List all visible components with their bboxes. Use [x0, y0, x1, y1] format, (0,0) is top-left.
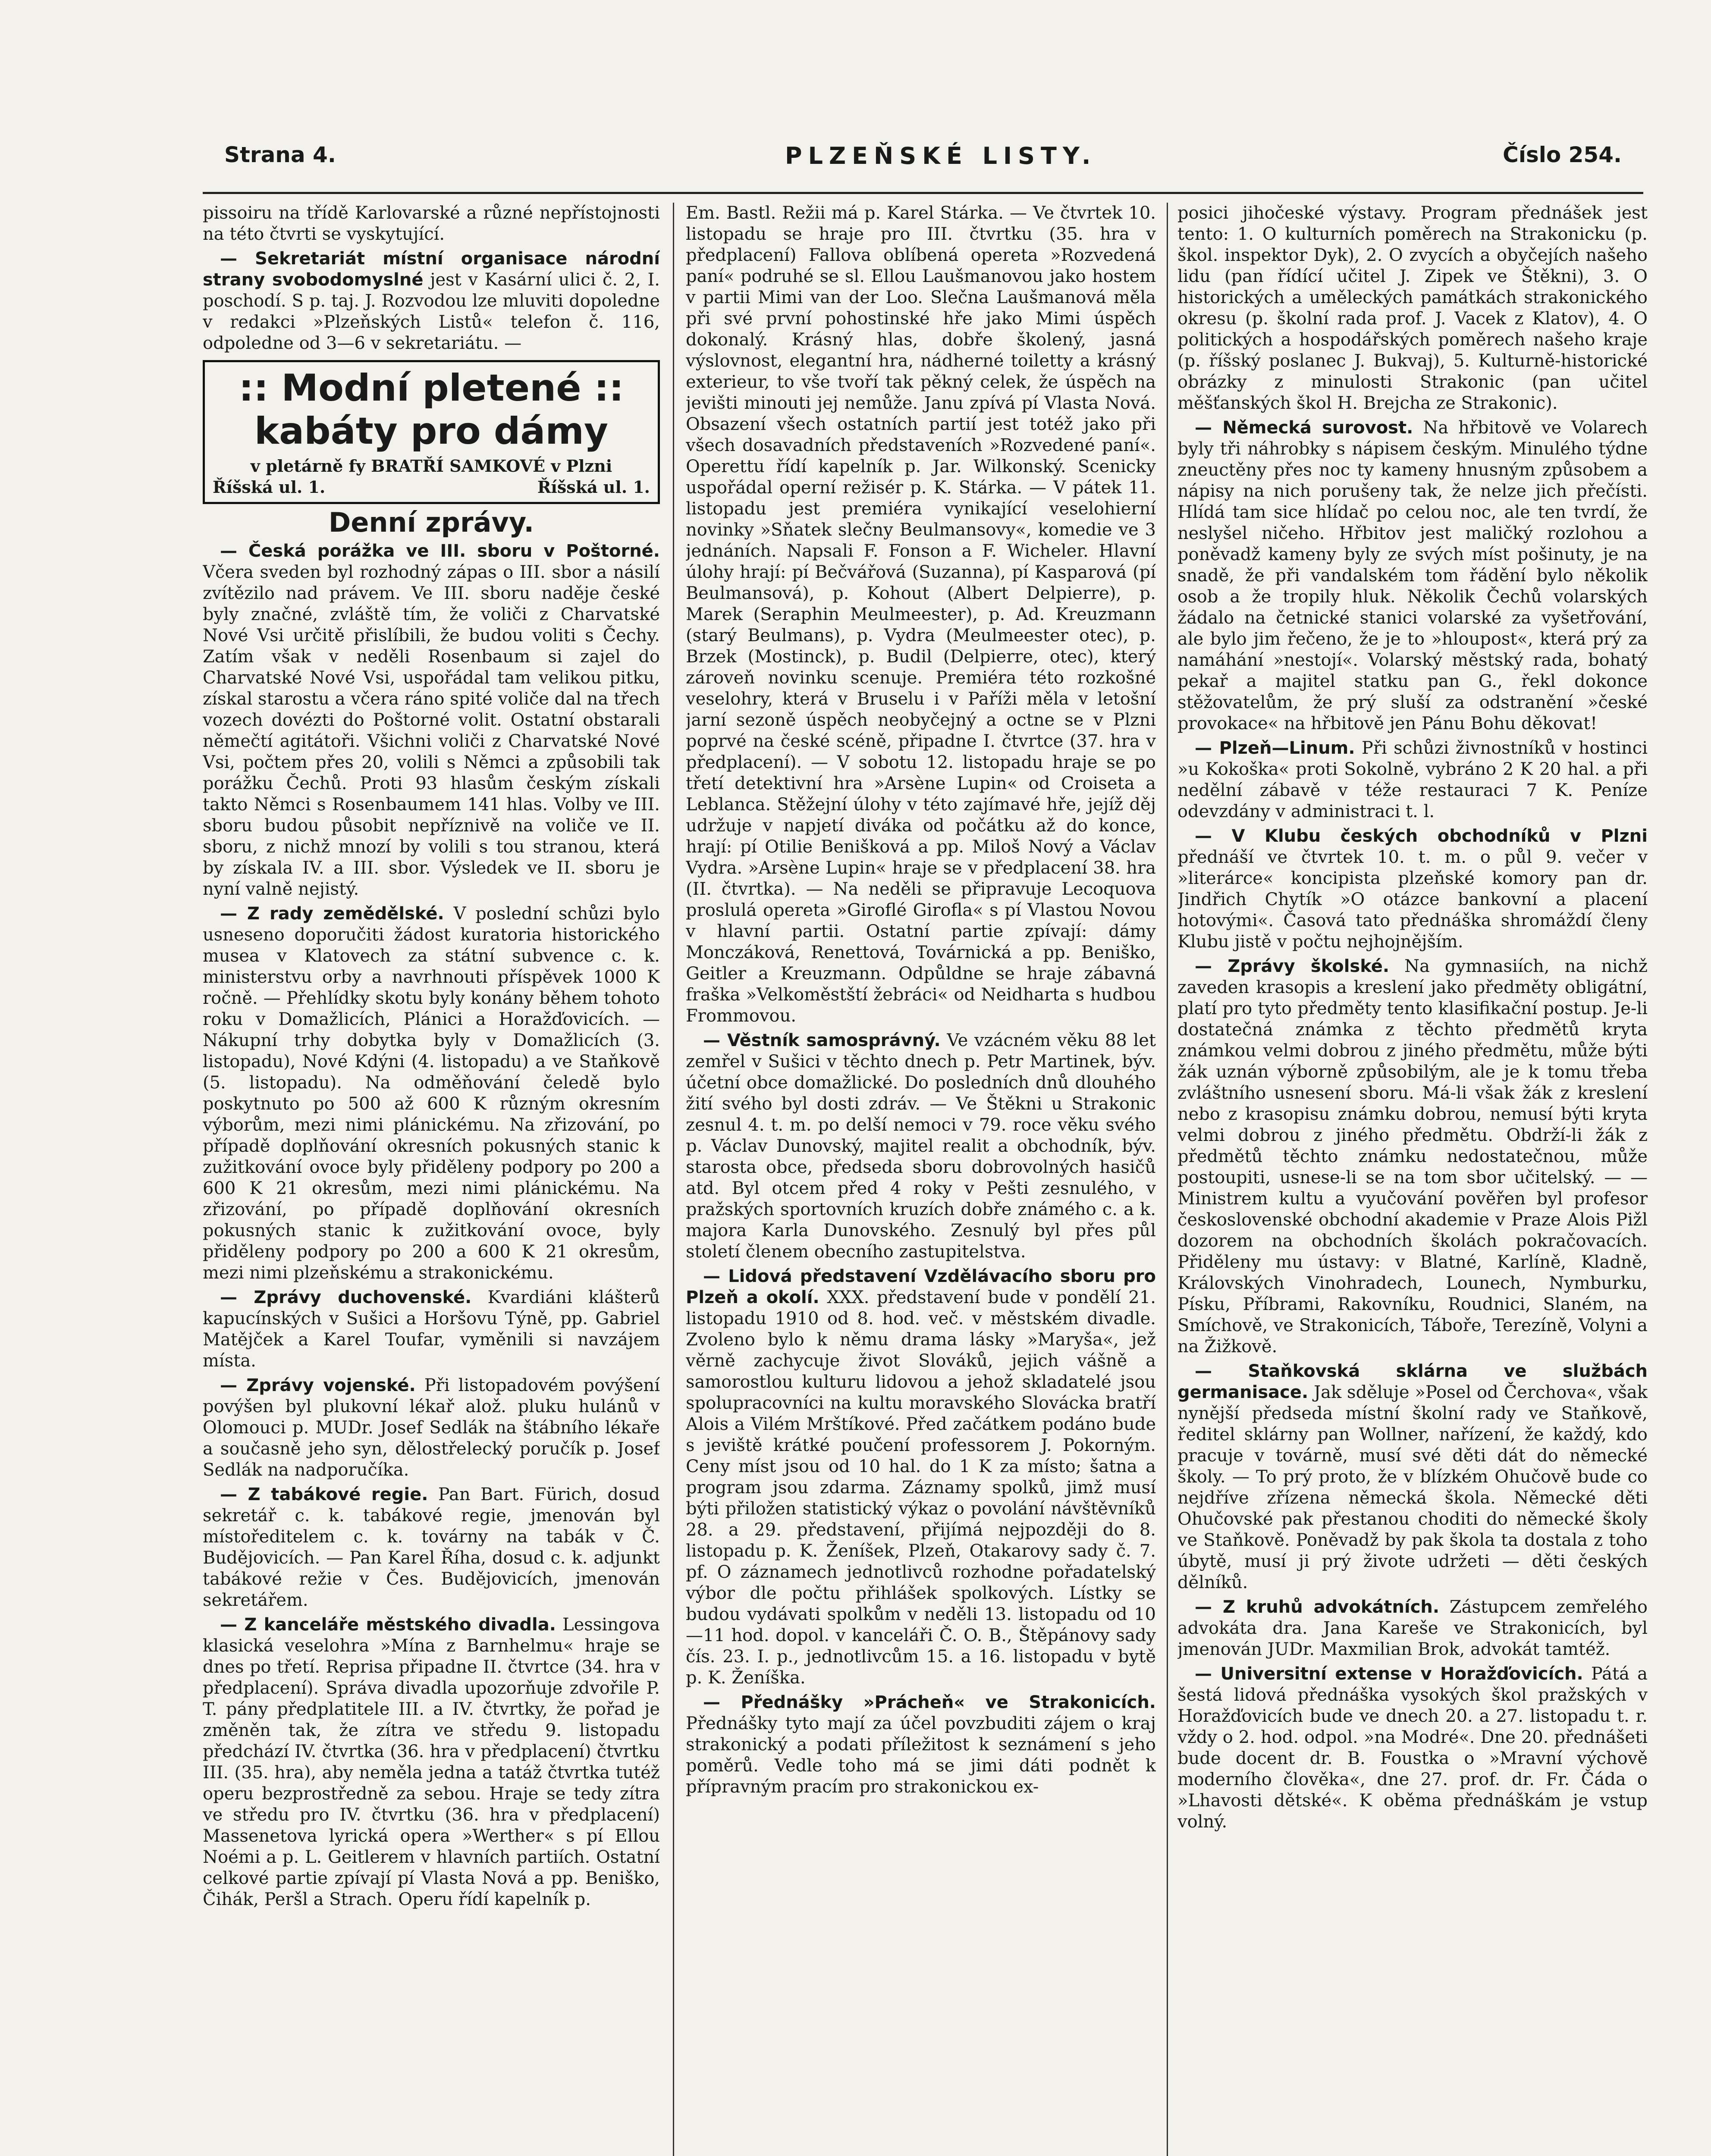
article-headline: — Plzeň—Linum.: [1195, 738, 1355, 758]
article: [203, 1484, 660, 1611]
article-text: Pan Bart. Fürich, dosud sekretář c. k. tabákové regie, jmenován byl místoředitelem c. k. továrny na tabák v Č. Budějovicích. — Pan Karel Říha, dosud c. k. adjunkt tabákové režie v Čes. Budějovicích, jmenován sekretářem.: [203, 1485, 660, 1610]
newspaper-title: PLZEŇSKÉ LISTY.: [785, 142, 1097, 169]
ad-address-right: Říšská ul. 1.: [537, 477, 650, 497]
ad-headline-1: :: Modní pletené ::: [239, 367, 624, 410]
article-text: Při schůzi živnostníků v hostinci »u Kokoška« proti Sokolně, vybráno 2 K 20 hal. a při nedělní zábavě v téže restauraci 7 K. Peníze odevzdány v administraci t. l.: [1177, 738, 1648, 821]
article: [1177, 1597, 1648, 1660]
article-headline: — Staňkovská sklárna ve službách germanisace.: [1177, 1361, 1648, 1402]
article-text: V poslední schůzi bylo usneseno doporučiti žádost kuratoria historického musea v Klatovech za státní subvence c. k. ministerstvu orby a navrhnouti příspěvek 1000 K ročně. — Přehlídky skotu byly konány během tohoto roku v Domažlicích, Plánici a Horažďovicích. — Nákupní trhy dobytka byly v Domažlicích (3. listopadu), Nové Kdýni (4. listopadu) a ve Staňkově (5. listopadu). Na odměňování čeledě bylo poskytnuto po 500 až 600 K různým okresním výborům, mezi nimi plánickému. Na zřizování, po případě doplňování okresních pokusných stanic k zužitkování ovoce byly přiděleny podpory po 200 a 600 K 21 okresům, mezi nimi plánickému. Na zřizování, po případě doplňování okresních pokusných stanic k zužitkování ovoce, byly přiděleny podpory po 200 a 600 K 21 okresům, mezi nimi plzeňskému a strakonickému.: [203, 904, 660, 1283]
article-headline: — Zprávy duchovenské.: [220, 1288, 472, 1307]
article: [203, 541, 660, 900]
article: [686, 1266, 1156, 1689]
article-headline: — Zprávy vojenské.: [220, 1376, 416, 1395]
article-text: Lessingova klasická veselohra »Mína z Barnhelmu« hraje se dnes po třetí. Reprisa připadne II. čtvrtce (34. hra v předplacení). Správa divadla upozorňuje zdvořile P. T. pány předplatitele III. a IV. čtvrtky, že pořad je změněn tak, že zítra ve středu 9. listopadu předchází IV. čtvrtka (36. hra v předplacení) čtvrtku III. (35. hra), aby neměla jedna a tatáž čtvrtka tutéž operu bezprostředně za sebou. Hraje se tedy zítra ve středu pro IV. čtvrtku (36. hra v předplacení) Massenetova lyrická opera »Werther« s pí Ellou Noémi a p. L. Geitlerem v hlavních partiích. Ostatní celkové partie zpívají pí Vlasta Nová a pp. Beniško, Čihák, Peršl a Strach. Operu řídí kapelník p.: [203, 1615, 660, 1909]
article: [203, 248, 660, 354]
article-text: Zástupcem zemřelého advokáta dra. Jana Kareše ve Strakonicích, byl jmenován JUDr. Maxmilian Brok, advokát tamtéž.: [1177, 1597, 1648, 1659]
article: [686, 1030, 1156, 1263]
article-headline: — V Klubu českých obchodníků v Plzni: [1195, 826, 1648, 846]
page-header: [224, 142, 1622, 172]
advertisement: [203, 360, 660, 504]
article-text: jest v Kasární ulici č. 2, I. poschodí. S p. taj. J. Rozvodou lze mluviti dopoledne v redakci »Plzeňských Listů« telefon č. 116, odpoledne od 3—6 v sekretariátu. —: [203, 270, 660, 353]
issue-number: Číslo 254.: [1503, 142, 1622, 167]
header-rule: [203, 192, 1643, 194]
article-text: posici jihočeské výstavy. Program přednášek jest tento: 1. O kulturních poměrech na Strakonicku (p. škol. inspektor Dyk), 2. O zvycích a obyčejích našeho lidu (pan řídící učitel J. Zipek ve Štěkni), 3. O historických a uměleckých památkách strakonického okresu (p. školní rada prof. J. Vacek z Klatov), 4. O politických a hospodářských poměrech našeho kraje (p. říšský poslanec J. Bukvaj), 5. Kulturně-historické obrázky z minulosti Strakonic (pan učitel měšťanských škol H. Brejcha ze Strakonic).: [1177, 203, 1648, 413]
article: [1177, 1664, 1648, 1833]
article-text: Přednášky tyto mají za účel povzbuditi zájem o kraj strakonický a podati příležitost k seznámení s jeho poměrů. Vedle toho má se jimi dáti podnět k přípravným pracím pro strakonickou ex-: [686, 1714, 1156, 1797]
section-heading: Denní zprávy.: [328, 507, 534, 538]
article-text: Pátá a šestá lidová přednáška vysokých škol pražských v Horažďovicích bude ve dnech 20. a 27. listopadu t. r. vždy o 2. hod. odpol. »na Modré«. Dne 20. přednášeti bude docent dr. B. Foustka o »Mravní výchově moderního člověka«, dne 27. prof. dr. Fr. Čáda o »Lhavosti dětské«. K oběma přednáškám je vstup volný.: [1177, 1664, 1648, 1832]
article: [1177, 956, 1648, 1357]
ad-address: [213, 476, 650, 498]
article-headline: — Sekretariát místní organisace národní strany svobodomyslné: [203, 249, 660, 290]
article: [1177, 738, 1648, 822]
article-text: Jak sděluje »Posel od Čerchova«, však nynější předseda místní školní rady ve Staňkově, ředitel sklárny pan Wollner, nařízení, že každý, kdo pracuje v továrně, musí své děti dát do německé školy. — To prý proto, že v blízkém Ohučově bude co nejdříve zřízena německá škola. Německé děti Ohučovské pak přestanou choditi do německé školy ve Staňkově. Poněvadž by pak škola ta dostala z toho úbytě, musí ji prý živote udržeti — děti českých dělníků.: [1177, 1382, 1648, 1592]
article: [1177, 1361, 1648, 1593]
article-text: Na hřbitově ve Volarech byly tři náhrobky s nápisem českým. Minulého týdne zneuctěny přes noc ty kameny hnusným způsobem a nápisy na nich porušeny tak, že nelze jich přečísti. Hlídá tam sice hlídač po celou noc, ale ten tvrdí, že neslyšel ničeho. Hřbitov jest maličký rozlohou a poněvadž kameny byly ze svých míst pošinuty, je na snadě, že při vandalském tom řádění bylo několik osob a že tropily hluk. Několik Čechů volarských žádalo na četnické stanici volarské za vyšetřování, ale bylo jim řečeno, že je to »hloupost«, která prý za namáhání »nestojí«. Volarský městský rada, bohatý pekař a majitel statku pan G., řekl dokonce stěžovatelům, že prý sluší za odstranění »české provokace« na hřbitově jen Pánu Bohu děkovat!: [1177, 418, 1648, 733]
article-headline: — Z rady zemědělské.: [220, 904, 444, 924]
article: [203, 1287, 660, 1372]
article-headline: — Universitní extense v Horažďovicích.: [1195, 1664, 1583, 1684]
article-text: Em. Bastl. Režii má p. Karel Stárka. — Ve čtvrtek 10. listopadu se hraje pro III. čtvrtku (35. hra v předplacení) Fallova oblíbená opereta »Rozvedená paní« podruhé se sl. Ellou Laušmanovou jako hostem v partii Mimi van der Loo. Slečna Laušmanová měla při své první pohostinské hře jako Mimi úspěch dokonalý. Krásný hlas, dobře školený, jasná výslovnost, elegantní hra, nádherné toiletty a krásný exterieur, to vše tvoří tak pěkný celek, že úspěch na jevišti minouti jej nemůže. Janu zpívá pí Vlasta Nová. Obsazení všech ostatních partií jest totéž jako při všech dosavadních představeních »Rozvedené paní«. Operettu řídí kapelník p. Jar. Wilkonský. Scenicky uspořádal operní režisér p. K. Stárka. — V pátek 11. listopadu jest premiéra vynikající veselohierní novinky »Sňatek slečny Beulmansovy«, komedie ve 3 jednáních. Napsali F. Fonson a F. Wicheler. Hlavní úlohy hrají: pí Bečvářová (Suzanna), pí Kasparová (pí Beulmansová), p. Kohout (Albert Delpierre), p. Marek (Seraphin Meulmeester), p. Ad. Kreuzmann (starý Beulmans), p. Vydra (Meulmeester otec), p. Brzek (Mostinck), p. Budil (Delpierre, otec), který zároveň novinku scenuje. Premiéra této rozkošné veselohry, která v Bruselu i v Paříži měla v letošní jarní sezoně úspěch neobyčejný a octne se v Plzni poprvé na české scéně, připadne I. čtvrtce (37. hra v předplacení). — V sobotu 12. listopadu hraje se po třetí detektivní hra »Arsène Lupin« od Croiseta a Leblanca. Stěžejní úlohy v této zajímavé hře, jejíž děj udržuje v napjetí diváka od počátku až do konce, hrají: pí Otilie Benišková a pp. Miloš Nový a Václav Vydra. »Arsène Lupin« hraje se v předplacení 38. hra (II. čtvrtka). — Na neděli se připravuje Lecoquova proslulá opereta »Giroflé Girofla« s pí Vlastou Novou v hlavní partii. Ostatní partie zpívají: dámy Monczáková, Renettová, Továrnická a pp. Beniško, Geitler a Kreuzmann. Odpůldne se hraje zábavná fraška »Velkoměstští žebráci« od Neidharta s hudbou Frommovou.: [686, 203, 1156, 1026]
article: [1177, 417, 1648, 734]
article-text: XXX. představení bude v pondělí 21. listopadu 1910 od 8. hod. več. v městském divadle. Zvoleno bylo k němu drama lásky »Maryša«, jež věrně zachycuje život Slováků, jejich vášně a samorostlou kulturu lidovou a jehož skladatelé jsou spolupracovníci na kultu moravského Slovácka bratří Alois a Vilém Mrštíkové. Před začátkem podáno bude s jeviště krátké poučení professorem J. Pokorným. Ceny míst jsou od 10 hal. do 1 K za místo; šatna a program jsou zdarma. Záznamy spolků, jimž musí býti přiložen statistický výkaz o povolání návštěvníků 28. a 29. představení, přijímá nejpozději do 8. listopadu p. K. Ženíšek, Plzeň, Otakarovy sady č. 7. pf. O záznamech jednotlivců rozhodne pořadatelský výbor dle počtu přihlášek spolkových. Lístky se budou vydávati spolkům v neděli 13. listopadu od 10—11 hod. dopol. v kanceláři Č. O. B., Štěpánovy sady čís. 23. I. p., jednotlivcům 15. a 16. listopadu v bytě p. K. Ženíška.: [686, 1288, 1156, 1688]
article-headline: — Z kruhů advokátních.: [1195, 1597, 1440, 1617]
article: [203, 1614, 660, 1910]
page-number: Strana 4.: [224, 142, 336, 167]
column-1: [203, 203, 660, 2156]
article-text: Kvardiáni klášterů kapucínských v Sušici a Horšovu Týně, pp. Gabriel Matějček a Karel Toufar, vyměnili si navzájem místa.: [203, 1288, 660, 1371]
column-divider: [1167, 203, 1168, 2156]
article-headline: — Zprávy školské.: [1195, 956, 1390, 976]
ad-address-left: Říšská ul. 1.: [213, 477, 326, 497]
article: [203, 1375, 660, 1481]
ad-subline: v pletárně fy BRATŘÍ SAMKOVÉ v Plzni: [250, 456, 612, 476]
article-headline: — Věstník samosprávný.: [703, 1031, 941, 1050]
article-text: Na gymnasiích, na nichž zaveden krasopis a kreslení jako předměty obligátní, platí pro tyto předměty tento klasifikační postup. Je-li dostatečná známka z těchto předmětů kryta známkou velmi dobrou z jiného předmětu, může býti žák uznán výborně způsobilým, ale je k tomu třeba zvláštního usnesení sboru. Má-li však žák z kreslení nebo z krasopisu známku dobrou, nemusí býti kryta velmi dobrou z jiného předmětu. Obdrží-li žák z předmětů těchto známku nedostatečnou, může postoupiti, usnese-li se na tom sbor učitelský. — — Ministrem kultu a vyučování pověřen byl profesor československé obchodní akademie v Praze Alois Pižl dozorem na obchodních školách pokračovacích. Přiděleny mu ústavy: v Blatné, Karlíně, Kladně, Královských Vinohradech, Lounech, Nymburku, Písku, Příbrami, Rakovníku, Roudnici, Slaném, na Smíchově, ve Strakonicích, Táboře, Terezíně, Volyni a na Žižkově.: [1177, 956, 1648, 1357]
article-text: Ve vzácném věku 88 let zemřel v Sušici v těchto dnech p. Petr Martinek, býv. účetní obce domažlické. Do posledních dnů dlouhého žití svého byl dosti zdráv. — Ve Štěkni u Strakonic zesnul 4. t. m. po delší nemoci v 79. roce věku svého p. Václav Dunovský, majitel realit a obchodník, býv. starosta obce, předseda sboru dobrovolných hasičů atd. Byl otcem před 4 roky v Pešti zesnulého, v pražských sportovních kruzích dobře známého c. a k. majora Karla Dunovského. Zesnulý byl přes půl století členem obecního zastupitelstva.: [686, 1031, 1156, 1262]
article-text: Včera sveden byl rozhodný zápas o III. sbor a násilí zvítězilo nad právem. Ve III. sboru naděje české byly značné, zvláště tím, že voliči z Charvatské Nové Vsi určitě přislíbili, že budou voliti s Čechy. Zatím však v neděli Rosenbaum si zajel do Charvatské Nové Vsi, uspořádal tam velikou pitku, získal starostu a včera ráno spité voliče dal na třech vozech dovézti do Poštorné volit. Ostatní obstarali němečtí agitátoři. Všichni voliči z Charvatské Nové Vsi, počtem přes 20, volili s Němci a způsobili tak porážku Čechů. Proti 93 hlasům českým získali takto Němci s Rosenbaumem 141 hlas. Volby ve III. sboru budou působit nepříznivě na voliče ve II. sboru, z nichž mnozí by volili s tou stranou, která by získala IV. a III. sbor. Výsledek ve II. sboru je nyní valně nejistý.: [203, 562, 660, 899]
article-text: pissoiru na třídě Karlovarské a různé nepřístojnosti na této čtvrti se vyskytující.: [203, 203, 660, 244]
article: [203, 903, 660, 1284]
article: [1177, 826, 1648, 953]
article-text: přednáší ve čtvrtek 10. t. m. o půl 9. večer v »literárce« koncipista plzeňské komory pan dr. Jindřich Chytík »O otázce bankovní a placení hotovými«. Časová tato přednáška shromáždí členy Klubu jistě v počtu nejhojnějším.: [1177, 847, 1648, 952]
article-headline: — Česká porážka ve III. sboru v Poštorné.: [220, 541, 660, 561]
article-headline: — Lidová představení Vzdělávacího sboru pro Plzeň a okolí.: [686, 1266, 1156, 1307]
column-3: [1177, 203, 1648, 2156]
article-headline: — Z tabákové regie.: [220, 1485, 428, 1504]
article-headline: — Přednášky »Prácheň« ve Strakonicích.: [703, 1692, 1156, 1712]
column-2: [686, 203, 1156, 2156]
article-text: Při listopadovém povýšení povýšen byl plukovní lékař alož. pluku hulánů v Olomouci p. MUDr. Josef Sedlák na štábního lékaře a současně jeho syn, dělostřelecký poručík p. Josef Sedlák na nadporučíka.: [203, 1376, 660, 1480]
article-headline: — Německá surovost.: [1195, 418, 1413, 438]
ad-headline-2: kabáty pro dámy: [254, 410, 609, 453]
article-headline: — Z kanceláře městského divadla.: [220, 1615, 556, 1635]
column-divider: [673, 203, 674, 2156]
article: [686, 1692, 1156, 1798]
